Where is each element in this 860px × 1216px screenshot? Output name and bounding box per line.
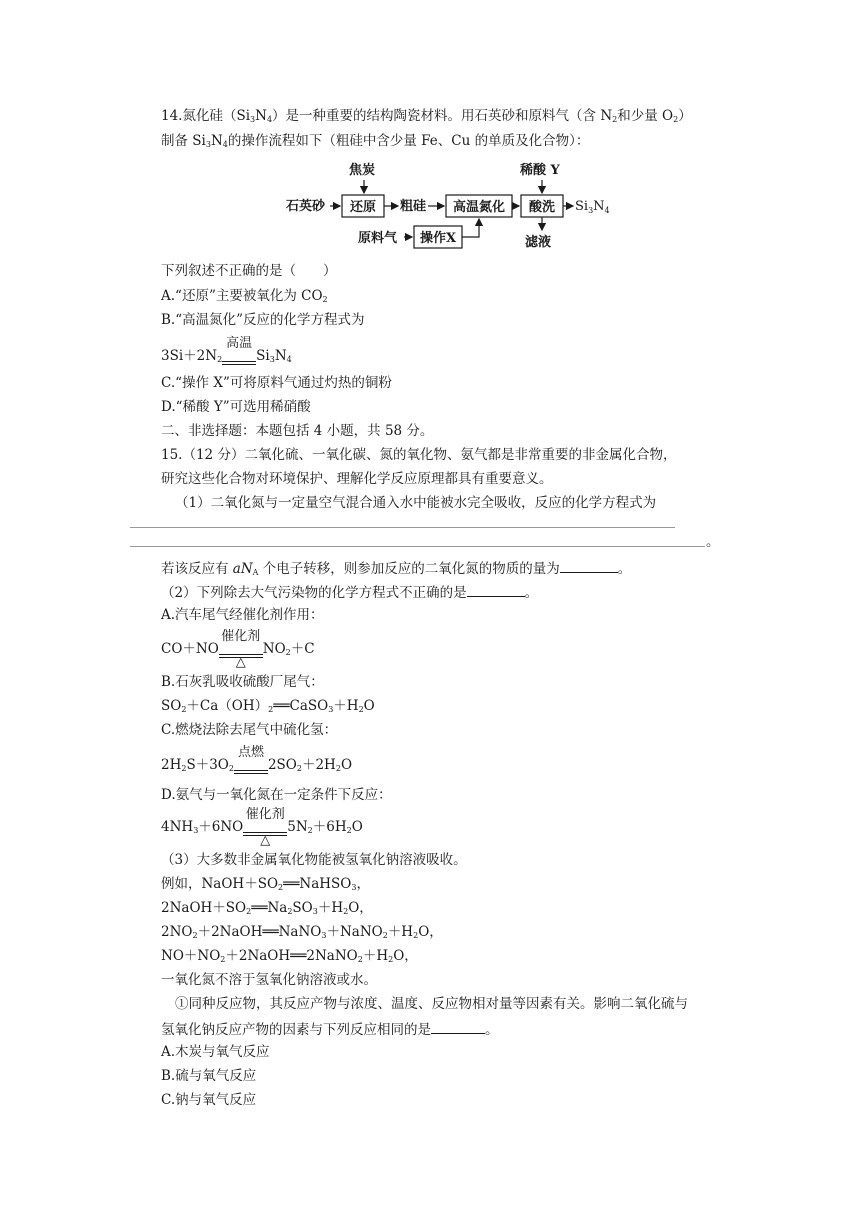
q15-part2-b: B.石灰乳吸收硫酸厂尾气：	[161, 674, 324, 690]
q15-example-3: $2NO_2+2NaOH══NaNO_3+NaNO_2+H_2O$，	[161, 924, 443, 940]
q15-part2: （2）下列除去大气污染物的化学方程式不正确的是 。	[161, 582, 538, 602]
q14-option-b: B.“高温氮化”反应的化学方程式为	[161, 312, 365, 328]
nitridation-label: 高温氮化	[452, 200, 506, 215]
q15-part1-end: 。	[706, 534, 720, 550]
q15-option-b: B.硫与氧气反应	[161, 1068, 257, 1084]
q14-stem: 下列叙述不正确的是（ ）	[161, 263, 337, 279]
blank-1[interactable]	[560, 558, 618, 573]
op-x-label: 操作X	[419, 231, 457, 246]
q15-example-2: $2NaOH+SO_2══Na_2SO_3+H_2O$，	[161, 900, 373, 916]
q15-sub-question-1b: 氢氧化钠反应产物的因素与下列反应相同的是 。	[161, 1019, 499, 1039]
q15-part2-c: C.燃烧法除去尾气中硫化氢：	[161, 722, 338, 738]
blank-3[interactable]	[431, 1019, 485, 1034]
crude-si-label: 粗硅	[400, 199, 427, 214]
answer-line-1	[130, 527, 675, 528]
q15-intro-1: 15.（12 分）二氧化硫、一氧化碳、氮的氧化物、氨气都是非常重要的非金属化合物，	[161, 447, 677, 463]
q15-option-a: A.木炭与氧气反应	[161, 1044, 270, 1060]
coke-label: 焦炭	[349, 163, 376, 178]
feed-gas-label: 原料气	[358, 231, 398, 246]
q14-equation-b: $3Si+2N_2$ 高温 $Si_3N_4$	[161, 336, 292, 364]
quartz-label: 石英砂	[286, 199, 326, 214]
q14-line2: 制备 $Si_3N_4$的操作流程如下（粗硅中含少量 Fe、Cu 的单质及化合物）：	[161, 133, 590, 149]
q15-part2-a: A.汽车尾气经催化剂作用：	[161, 607, 324, 623]
process-flow-diagram	[280, 158, 620, 253]
section-two-heading: 二、非选择题：本题包括 4 小题，共 58 分。	[161, 423, 434, 439]
q14-option-d: D.“稀酸 Y”可选用稀硝酸	[161, 399, 311, 415]
q15-equation-b: $SO_2+Ca(OH)_2══CaSO_3+H_2O$	[161, 698, 375, 714]
q15-example-1: 例如，$NaOH+SO_2══NaHSO_3$，	[161, 876, 370, 892]
acid-wash-label: 酸洗	[528, 200, 556, 215]
q15-part3: （3）大多数非金属氧化物能被氢氧化钠溶液吸收。	[161, 852, 467, 868]
filtrate-label: 滤液	[525, 235, 552, 250]
q15-part1b: 若该反应有 $aN_A$ 个电子转移，则参加反应的二氧化氮的物质的量为 。	[161, 558, 631, 578]
product-label: $Si_3N_4$	[575, 199, 610, 215]
q14-option-c: C.“操作 X”可将原料气通过灼热的铜粉	[161, 375, 392, 391]
reduction-label: 还原	[349, 200, 377, 215]
q15-sub-question-1a: ①同种反应物，其反应产物与浓度、温度、反应物相对量等因素有关。影响二氧化硫与	[175, 996, 688, 1012]
acid-y-label: 稀酸 Y	[520, 163, 560, 178]
q15-option-c: C.钠与氧气反应	[161, 1092, 257, 1108]
q15-example-4: $NO+NO_2+2NaOH══2NaNO_2+H_2O$，	[161, 948, 418, 964]
blank-2[interactable]	[467, 582, 525, 597]
q15-intro-2: 研究这些化合物对环境保护、理解化学反应原理都具有重要意义。	[161, 471, 553, 487]
q15-example-5: 一氧化氮不溶于氢氧化钠溶液或水。	[161, 972, 377, 988]
q14-line1: 14.氮化硅$(Si_3N_4)$是一种重要的结构陶瓷材料。用石英砂和原料气（含 $N_2$和少量 $O_2$）	[161, 108, 692, 124]
answer-line-2	[130, 546, 705, 547]
q14-option-a: A.“还原”主要被氧化为 $CO_2$	[161, 288, 328, 304]
q15-part2-d: D.氨气与一氧化氮在一定条件下反应：	[161, 787, 392, 803]
q15-equation-a: CO＋NO 催化剂 △ $NO_2+C$	[161, 629, 315, 670]
q15-equation-d: $4NH_3+6NO$ 催化剂 △ $5N_2+6H_2O$	[161, 807, 363, 848]
q15-part1: （1）二氧化氮与一定量空气混合通入水中能被水完全吸收，反应的化学方程式为	[175, 495, 657, 511]
q15-equation-c: $2H_2S+3O_2$ 点燃 $2SO_2+2H_2O$	[161, 745, 353, 773]
